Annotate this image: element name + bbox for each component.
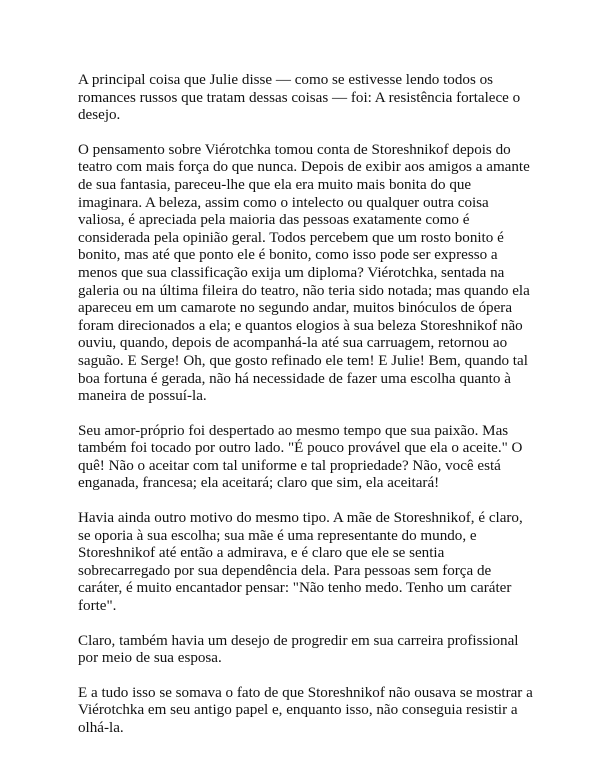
paragraph-5: Claro, também havia um desejo de progredir em sua carreira profissional por meio de sua esposa.: [78, 632, 519, 667]
paragraph-1: A principal coisa que Julie disse — como se estivesse lendo todos os romances russos que tratam dessas coisas — foi: A resistência fortalece o desejo.: [78, 72, 521, 124]
paragraph-2: O pensamento sobre Viérotchka tomou conta de Storeshnikof depois do teatro com mais força do que nunca. Depois de exibir aos amigos a amante de sua fantasia, pareceu-lhe que ela era muito mais bonita do que imaginara. A beleza, assim como o intelecto ou qualquer outra coisa valiosa, é apreciada pela maioria das pessoas exatamente como é considerada pela opinião geral. Todos percebem que um rosto bonito é bonito, mas até que ponto ele é bonito, como isso pode ser expresso a menos que sua classificação exija um diploma? Viérotchka, sentada na galeria ou na última fileira do teatro, não teria sido notada; mas quando ela apareceu em um camarote no segundo andar, muitos binóculos de ópera foram direcionados a ela; e quantos elogios à sua beleza Storeshnikof não ouviu, quando, depois de acompanhá-la até sua carruagem, retornou ao saguão. E Serge! Oh, que gosto refinado ele tem! E Julie! Bem, quando tal boa fortuna é gerada, não há necessidade de fazer uma escolha quanto à maneira de possuí-la.: [78, 141, 530, 405]
paragraph-6: E a tudo isso se somava o fato de que Storeshnikof não ousava se mostrar a Viérotchka em seu antigo papel e, enquanto isso, não conseguia resistir a olhá-la.: [78, 684, 533, 736]
paragraph-3: Seu amor-próprio foi despertado ao mesmo tempo que sua paixão. Mas também foi tocado por outro lado. "É pouco provável que ela o aceite." O quê! Não o aceitar com tal uniforme e tal propriedade? Não, você está enganada, francesa; ela aceitará; claro que sim, ela aceitará!: [78, 422, 523, 492]
paragraph-4: Havia ainda outro motivo do mesmo tipo. A mãe de Storeshnikof, é claro, se oporia à sua escolha; sua mãe é uma representante do mundo, e Storeshnikof até então a admirava, e é claro que ele se sentia sobrecarregado por sua dependência dela. Para pessoas sem força de caráter, é muito encantador pensar: "Não tenho medo. Tenho um caráter forte".: [78, 510, 523, 615]
document-page: [78, 72, 534, 755]
